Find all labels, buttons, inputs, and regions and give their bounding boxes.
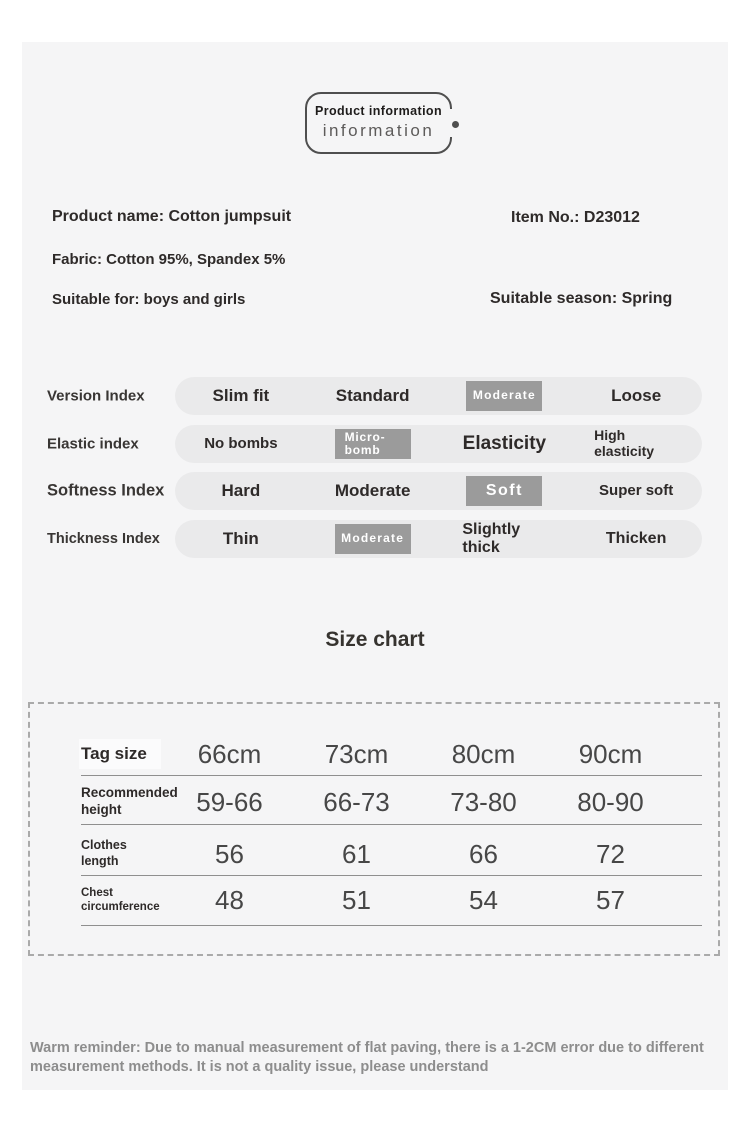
index-row-version bbox=[22, 377, 728, 415]
index-row-elastic bbox=[22, 425, 728, 463]
badge-subtitle: information bbox=[322, 121, 435, 140]
table-cell: 48 bbox=[215, 884, 244, 915]
table-cell: 54 bbox=[469, 884, 498, 915]
index-scale bbox=[175, 472, 702, 510]
index-option: Loose bbox=[611, 386, 662, 406]
index-option-selected: Moderate bbox=[439, 377, 571, 415]
table-cell: 80-90 bbox=[577, 786, 644, 817]
badge-dot-icon bbox=[452, 121, 459, 128]
product-info-panel bbox=[22, 42, 728, 1090]
suitable-for: Suitable for: boys and girls bbox=[52, 291, 246, 308]
row-divider bbox=[81, 775, 702, 776]
row-divider bbox=[81, 925, 702, 926]
table-cell: 61 bbox=[342, 838, 371, 869]
table-row-chest-circumference bbox=[81, 878, 681, 922]
index-option-selected: Moderate bbox=[307, 520, 439, 558]
table-cell: 73-80 bbox=[450, 786, 517, 817]
badge-title: Product information bbox=[314, 104, 443, 118]
table-cell: 80cm bbox=[451, 738, 516, 769]
row-label: Recommended height bbox=[81, 785, 178, 817]
index-option: No bombs bbox=[204, 434, 278, 452]
size-chart-title: Size chart bbox=[325, 628, 425, 651]
index-option: Standard bbox=[335, 386, 410, 406]
table-row-tag-size bbox=[81, 732, 681, 776]
index-option: High elasticity bbox=[594, 427, 655, 459]
index-option: Super soft bbox=[599, 481, 674, 499]
index-option: Slim fit bbox=[212, 386, 270, 406]
index-row-thickness bbox=[22, 520, 728, 558]
index-option: Thin bbox=[222, 529, 259, 549]
index-scale bbox=[175, 520, 702, 558]
index-label: Version Index bbox=[47, 387, 145, 405]
table-row-clothes-length bbox=[81, 834, 681, 874]
warm-reminder-text: Warm reminder: Due to manual measurement of flat paving, there is a 1-2CM error due to different measurement methods. It is not a quality issue, please understand bbox=[30, 1040, 704, 1076]
suitable-season: Suitable season: Spring bbox=[490, 290, 673, 307]
index-option: Elasticity bbox=[462, 433, 547, 455]
product-information-badge bbox=[305, 92, 452, 154]
table-cell: 72 bbox=[596, 838, 625, 869]
fabric-info: Fabric: Cotton 95%, Spandex 5% bbox=[52, 251, 286, 268]
table-cell: 57 bbox=[596, 884, 625, 915]
index-label: Elastic index bbox=[47, 435, 139, 453]
index-label: Softness Index bbox=[47, 481, 165, 500]
row-label: Chest circumference bbox=[81, 886, 160, 913]
table-cell: 59-66 bbox=[196, 786, 263, 817]
index-scale bbox=[175, 377, 702, 415]
index-label: Thickness Index bbox=[47, 531, 160, 547]
index-scale bbox=[175, 425, 702, 463]
product-name: Product name: Cotton jumpsuit bbox=[52, 208, 292, 225]
item-number: Item No.: D23012 bbox=[511, 209, 640, 226]
table-cell: 51 bbox=[342, 884, 371, 915]
table-cell: 56 bbox=[215, 838, 244, 869]
table-cell: 66-73 bbox=[323, 786, 390, 817]
row-label: Clothes length bbox=[81, 838, 127, 868]
table-cell: 66cm bbox=[197, 738, 262, 769]
index-row-softness bbox=[22, 472, 728, 510]
row-divider bbox=[81, 875, 702, 876]
table-cell: 73cm bbox=[324, 738, 389, 769]
index-option-selected: Soft bbox=[439, 472, 571, 510]
table-cell: 66 bbox=[469, 838, 498, 869]
index-option: Moderate bbox=[334, 481, 411, 501]
index-option-selected: Micro-bomb bbox=[307, 425, 439, 463]
table-row-recommended-height bbox=[81, 780, 681, 824]
row-divider bbox=[81, 824, 702, 825]
index-option: Hard bbox=[221, 481, 261, 501]
index-option: Slightly thick bbox=[462, 521, 521, 556]
index-option: Thicken bbox=[605, 530, 667, 548]
table-cell: 90cm bbox=[578, 738, 643, 769]
row-label: Tag size bbox=[81, 739, 166, 768]
size-chart-table bbox=[28, 702, 720, 956]
